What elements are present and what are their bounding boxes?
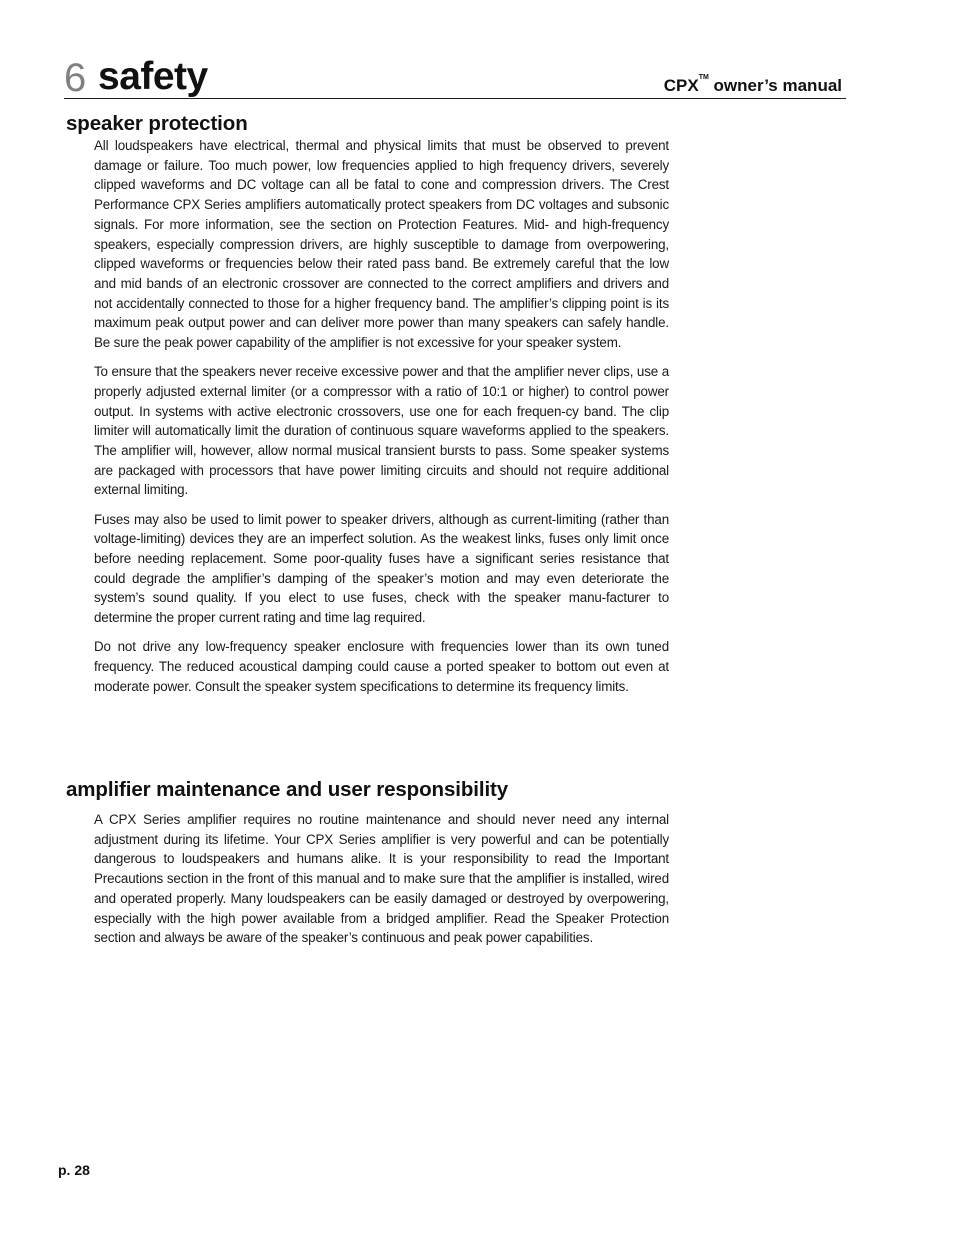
page-header: [64, 55, 846, 100]
paragraph: Do not drive any low-frequency speaker enclosure with frequencies lower than its own tuned frequency. The reduced acoustical damping could cause a ported speaker to bottom out even at moderate power. Consult the speaker system specifications to determine its frequency limits.: [94, 639, 669, 694]
manual-brand: CPX: [663, 76, 699, 95]
paragraph: A CPX Series amplifier requires no routine maintenance and should never need any internal adjustment during its lifetime. Your CPX Series amplifier is very powerful and can be potentially dangerous to loudspeakers and humans alike. It is your responsibility to read the Important Precautions section in the front of this manual and to make sure that the amplifier is installed, wired and operated properly. Many loudspeakers can be easily damaged or destroyed by overpowering, especially with the high power available from a bridged amplifier. Read the Speaker Protection section and always be aware of the speaker’s continuous and peak power capabilities.: [94, 812, 669, 946]
section-heading-amplifier-maintenance: amplifier maintenance and user responsibility: [66, 778, 509, 801]
chapter-number: 6: [64, 56, 87, 100]
manual-label: owner’s manual: [708, 76, 842, 95]
section-speaker-protection: [94, 136, 669, 706]
paragraph: All loudspeakers have electrical, thermal and physical limits that must be observed to prevent damage or failure. Too much power, low frequencies applied to high frequency drivers, severely clipped waveforms and DC voltage can all be fatal to cone and compression drivers. The Crest Performance CPX Series amplifiers automatically protect speakers from DC voltages and subsonic signals. For more information, see the section on Protection Features. Mid- and high-frequency speakers, especially compression drivers, are highly susceptible to damage from overpowering, clipped waveforms or frequencies below their rated pass band. Be extremely careful that the low and mid bands of an electronic crossover are connected to the correct amplifiers and drivers and not accidentally connected to those for a higher frequency band. The amplifier’s clipping point is its maximum peak output power and can deliver more power than many speakers can safely handle. Be sure the peak power capability of the amplifier is not excessive for your speaker system.: [94, 138, 669, 351]
paragraph: Fuses may also be used to limit power to speaker drivers, although as current-limiting (rather than voltage-limiting) devices they are an imperfect solution. As the weakest links, fuses only limit once before needing replacement. Some poor-quality fuses have a significant series resistance that could degrade the amplifier’s damping of the speaker’s motion and may even deteriorate the system’s sound quality. If you elect to use fuses, check with the speaker manu-facturer to determine the proper current rating and time lag required.: [94, 511, 669, 626]
trademark-mark: TM: [698, 74, 709, 81]
chapter-title: safety: [98, 55, 208, 98]
section-heading-speaker-protection: speaker protection: [66, 112, 248, 135]
manual-title: [664, 76, 842, 96]
paragraph: To ensure that the speakers never receive excessive power and that the amplifier never clips, use a properly adjusted external limiter (or a compressor with a ratio of 10:1 or higher) to control power output. In systems with active electronic crossovers, use one for each frequen-cy band. The clip limiter will automatically limit the duration of continuous square waveforms applied to the speakers. The amplifier will, however, allow normal musical transient bursts to pass. Some speaker systems are packaged with processors that have power limiting circuits and should not require additional external limiting.: [94, 364, 669, 498]
section-amplifier-maintenance: [94, 810, 669, 957]
page-number: p. 28: [58, 1162, 90, 1178]
